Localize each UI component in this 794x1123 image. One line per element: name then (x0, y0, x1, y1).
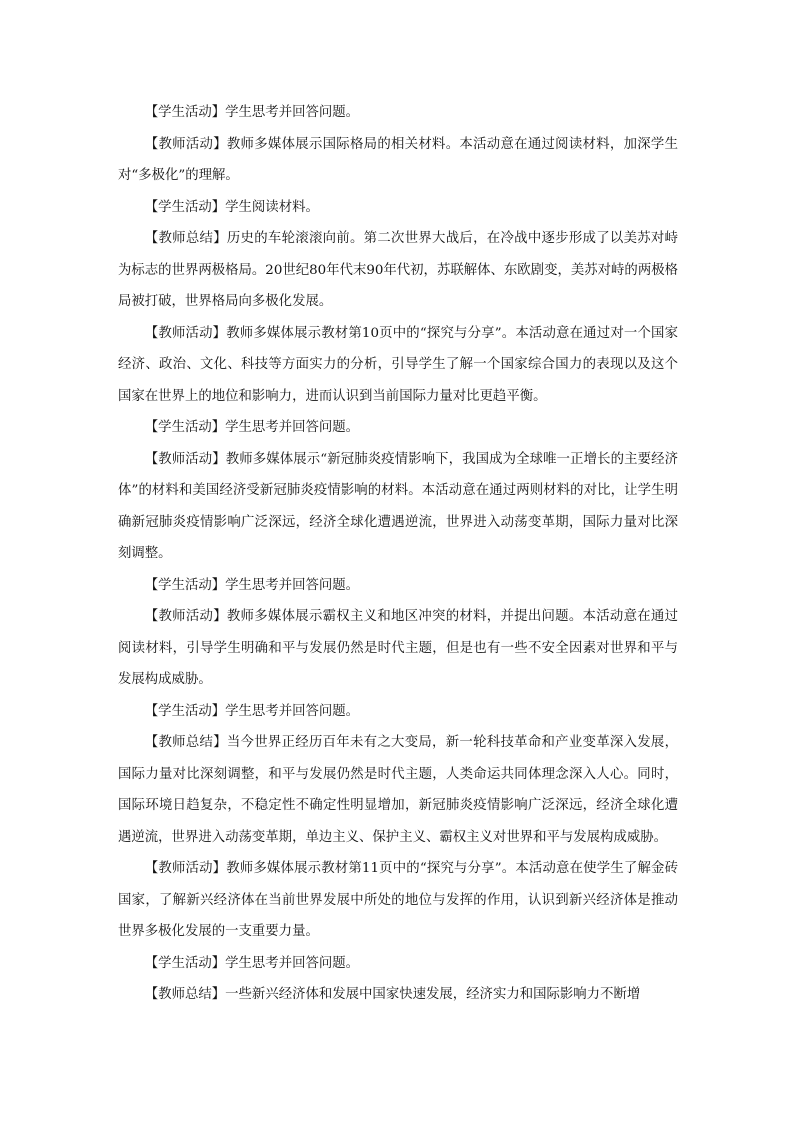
paragraph-teacher-activity: 【教师活动】教师多媒体展示“新冠肺炎疫情影响下，我国成为全球唯一正增长的主要经济体”的材料和美国经济受新冠肺炎疫情影响的材料。本活动意在通过两则材料的对比，让学生明确新冠肺炎疫情影响广泛深远，经济全球化遭遇逆流，世界进入动荡变革期，国际力量对比深刻调整。 (118, 451, 678, 561)
document-body (118, 97, 678, 1011)
paragraph-student-activity: 【学生活动】学生思考并回答问题。 (144, 703, 360, 719)
paragraph-teacher-activity: 【教师活动】教师多媒体展示教材第11页中的“探究与分享”。本活动意在使学生了解金砖国家，了解新兴经济体在当前世界发展中所处的地位与发挥的作用，认识到新兴经济体是推动世界多极化发展的一支重要力量。 (118, 861, 678, 939)
paragraph-teacher-summary: 【教师总结】当今世界正经历百年未有之大变局，新一轮科技革命和产业变革深入发展，国际力量对比深刻调整，和平与发展仍然是时代主题，人类命运共同体理念深入人心。同时，国际环境日趋复杂，不稳定性不确定性明显增加，新冠肺炎疫情影响广泛深远，经济全球化遭遇逆流，世界进入动荡变革期，单边主义、保护主义、霸权主义对世界和平与发展构成威胁。 (118, 735, 678, 845)
paragraph-teacher-activity: 【教师活动】教师多媒体展示教材第10页中的“探究与分享”。本活动意在通过对一个国家经济、政治、文化、科技等方面实力的分析，引导学生了解一个国家综合国力的表现以及这个国家在世界上的地位和影响力，进而认识到当前国际力量对比更趋平衡。 (118, 325, 678, 404)
paragraph-student-activity: 【学生活动】学生思考并回答问题。 (144, 955, 360, 971)
paragraph-student-activity: 【学生活动】学生思考并回答问题。 (144, 577, 360, 593)
paragraph-teacher-activity: 【教师活动】教师多媒体展示国际格局的相关材料。本活动意在通过阅读材料，加深学生对“多极化”的理解。 (118, 136, 678, 183)
paragraph-student-activity: 【学生活动】学生思考并回答问题。 (144, 105, 360, 120)
paragraph-student-activity: 【学生活动】学生阅读材料。 (144, 199, 319, 215)
paragraph-teacher-activity: 【教师活动】教师多媒体展示霸权主义和地区冲突的材料，并提出问题。本活动意在通过阅读材料，引导学生明确和平与发展仍然是时代主题，但是也有一些不安全因素对世界和平与发展构成威胁。 (118, 609, 678, 687)
paragraph-teacher-summary: 【教师总结】历史的车轮滚滚向前。第二次世界大战后，在冷战中逐步形成了以美苏对峙为标志的世界两极格局。20世纪80年代末90年代初，苏联解体、东欧剧变，美苏对峙的两极格局被打破，世界格局向多极化发展。 (118, 231, 678, 309)
paragraph-student-activity: 【学生活动】学生思考并回答问题。 (144, 420, 360, 435)
paragraph-teacher-summary: 【教师总结】一些新兴经济体和发展中国家快速发展，经济实力和国际影响力不断增 (144, 987, 641, 1002)
